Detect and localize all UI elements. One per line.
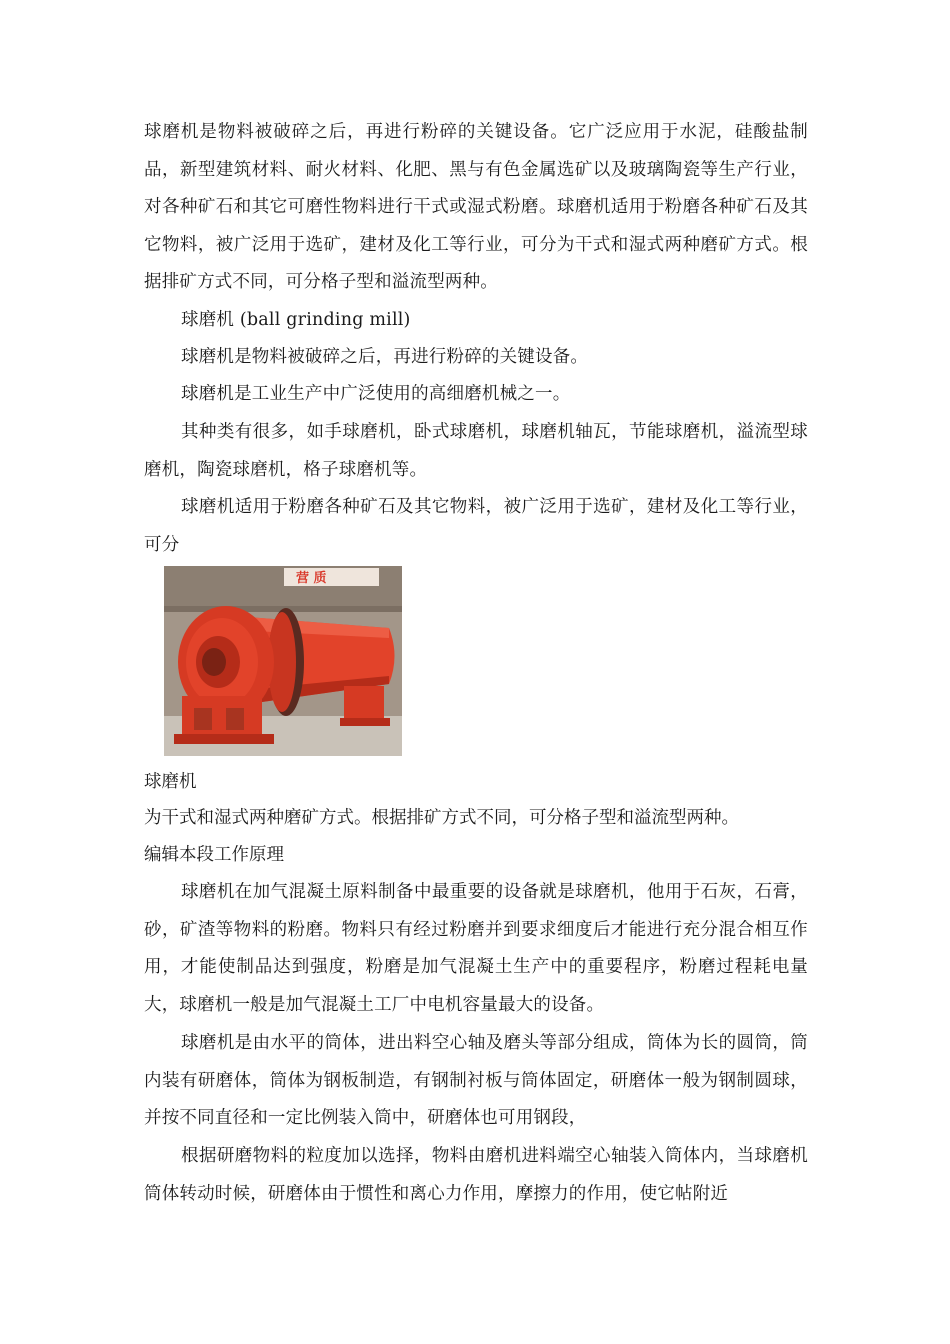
usage-paragraph: 球磨机是工业生产中广泛使用的高细磨机械之一。 bbox=[181, 384, 571, 404]
intro-paragraph: 球磨机是物料被破碎之后，再进行粉碎的关键设备。它广泛应用于水泥，硅酸盐制品，新型建筑材料、耐火材料、化肥、黑与有色金属选矿以及玻璃陶瓷等生产行业，对各种矿石和其它可磨性物料进行干式或湿式粉磨。球磨机适用于粉磨各种矿石及其它物料，被广泛用于选矿，建材及化工等行业，可分为干式和湿式两种磨矿方式。根据排矿方式不同，可分格子型和溢流型两种。 bbox=[144, 122, 808, 292]
ball-mill-photo bbox=[164, 566, 402, 756]
photo-caption: 球磨机 bbox=[144, 772, 197, 792]
definition-paragraph: 球磨机是物料被破碎之后，再进行粉碎的关键设备。 bbox=[181, 347, 589, 367]
continuation-paragraph: 为干式和湿式两种磨矿方式。根据排矿方式不同，可分格子型和溢流型两种。 bbox=[144, 808, 739, 828]
sign-text: 营 质 bbox=[296, 571, 327, 586]
application-paragraph: 球磨机适用于粉磨各种矿石及其它物料，被广泛用于选矿，建材及化工等行业，可分 bbox=[144, 497, 808, 555]
structure-paragraph: 球磨机是由水平的筒体，进出料空心轴及磨头等部分组成，筒体为长的圆筒，筒内装有研磨体，筒体为钢板制造，有钢制衬板与筒体固定，研磨体一般为钢制圆球，并按不同直径和一定比例装入筒中，研磨体也可用钢段， bbox=[144, 1033, 808, 1128]
title-line: 球磨机 (ball grinding mill) bbox=[181, 310, 411, 330]
operation-paragraph: 根据研磨物料的粒度加以选择，物料由磨机进料端空心轴装入筒体内，当球磨机筒体转动时候，研磨体由于惯性和离心力作用，摩擦力的作用，使它帖附近 bbox=[144, 1146, 808, 1204]
types-paragraph: 其种类有很多，如手球磨机，卧式球磨机，球磨机轴瓦，节能球磨机，溢流型球磨机，陶瓷球磨机，格子球磨机等。 bbox=[144, 422, 808, 480]
section-heading: 编辑本段工作原理 bbox=[144, 845, 284, 865]
principle-paragraph: 球磨机在加气混凝土原料制备中最重要的设备就是球磨机，他用于石灰，石膏，砂，矿渣等物料的粉磨。物料只有经过粉磨并到要求细度后才能进行充分混合相互作用，才能使制品达到强度，粉磨是加气混凝土生产中的重要程序，粉磨过程耗电量大，球磨机一般是加气混凝土工厂中电机容量最大的设备。 bbox=[144, 882, 808, 1015]
